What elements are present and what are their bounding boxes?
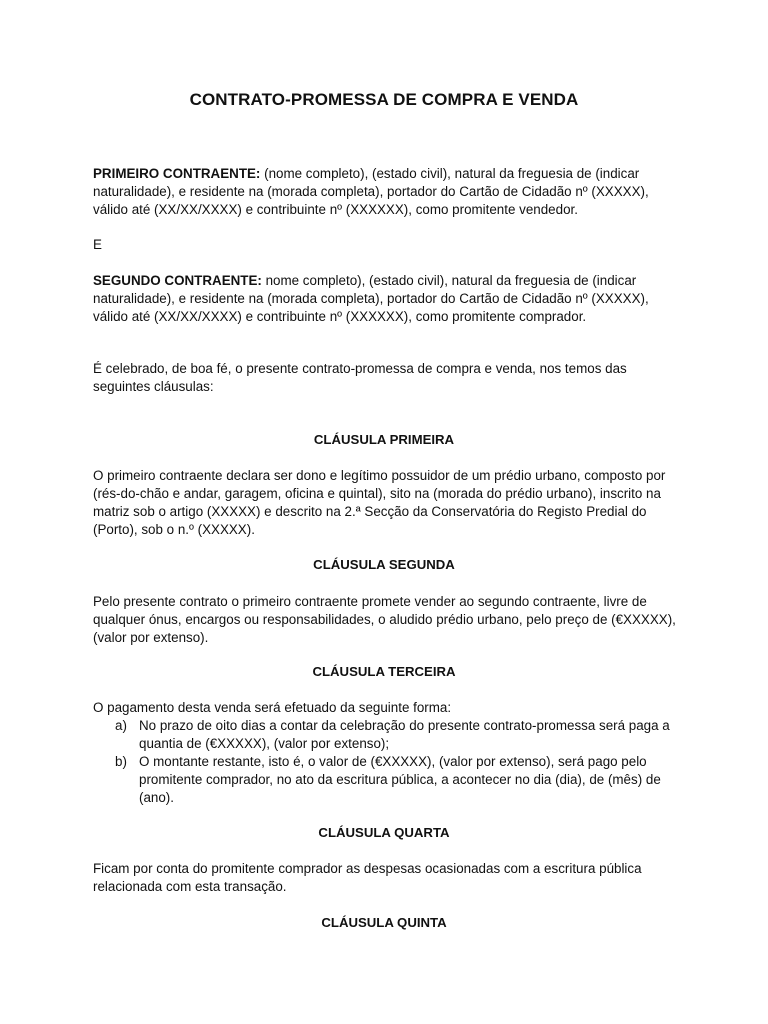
clause4-paragraph: Ficam por conta do promitente comprador as despesas ocasionadas com a escritura pública relacionada com esta transação. xyxy=(93,861,642,894)
conjunction-text: E xyxy=(93,237,102,252)
list-item-text: O montante restante, isto é, o valor de (€XXXXX), (valor por extenso), será pago pelo promitente comprador, no ato da escritura pública, a acontecer no dia (dia), de (mês) de (ano). xyxy=(139,754,661,805)
second-party-label: SEGUNDO CONTRAENTE: xyxy=(93,273,262,288)
list-item-text: No prazo de oito dias a contar da celebração do presente contrato-promessa será paga a quantia de (€XXXXX), (valor por extenso); xyxy=(139,718,670,751)
second-party-text: nome completo), (estado civil), natural da freguesia de (indicar naturalidade), e residente na (morada completa), portador do Cartão de Cidadão nº (XXXXX), válido até (XX/XX/XXXX) e contribuinte nº (XXXXXX), como promitente comprador. xyxy=(93,273,649,324)
list-marker: b) xyxy=(115,754,127,769)
list-item xyxy=(115,753,685,807)
clause2-heading: CLÁUSULA SEGUNDA xyxy=(313,557,455,572)
clause3-heading: CLÁUSULA TERCEIRA xyxy=(312,664,456,679)
clause1-paragraph: O primeiro contraente declara ser dono e legítimo possuidor de um prédio urbano, composto por (rés-do-chão e andar, garagem, oficina e quintal), sito na (morada do prédio urbano), inscrito na matriz sob o artigo (XXXXX) e descrito na 2.ª Secção da Conservatória do Registo Predial do (Porto), sob o n.º (XXXXX). xyxy=(93,468,666,537)
preamble-paragraph: É celebrado, de boa fé, o presente contrato-promessa de compra e venda, nos temos das seguintes cláusulas: xyxy=(93,361,627,394)
clause4-heading: CLÁUSULA QUARTA xyxy=(318,825,450,840)
first-party-label: PRIMEIRO CONTRAENTE: xyxy=(93,166,261,181)
clause3-intro: O pagamento desta venda será efetuado da seguinte forma: xyxy=(93,700,452,715)
clause5-heading: CLÁUSULA QUINTA xyxy=(321,915,447,930)
list-marker: a) xyxy=(115,718,127,733)
second-party-paragraph xyxy=(93,272,683,326)
first-party-paragraph xyxy=(93,165,683,219)
first-party-text: (nome completo), (estado civil), natural da freguesia de (indicar naturalidade), e residente na (morada completa), portador do Cartão de Cidadão nº (XXXXX), válido até (XX/XX/XXXX) e contribuinte nº (XXXXXX), como promitente vendedor. xyxy=(93,166,649,217)
clause1-heading: CLÁUSULA PRIMEIRA xyxy=(313,432,455,447)
clause2-paragraph: Pelo presente contrato o primeiro contraente promete vender ao segundo contraente, livre de qualquer ónus, encargos ou responsabilidades, o aludido prédio urbano, pelo preço de (€XXXXX), (valor por extenso). xyxy=(93,594,676,645)
list-item xyxy=(115,717,685,753)
document-title: CONTRATO-PROMESSA DE COMPRA E VENDA xyxy=(189,90,579,109)
